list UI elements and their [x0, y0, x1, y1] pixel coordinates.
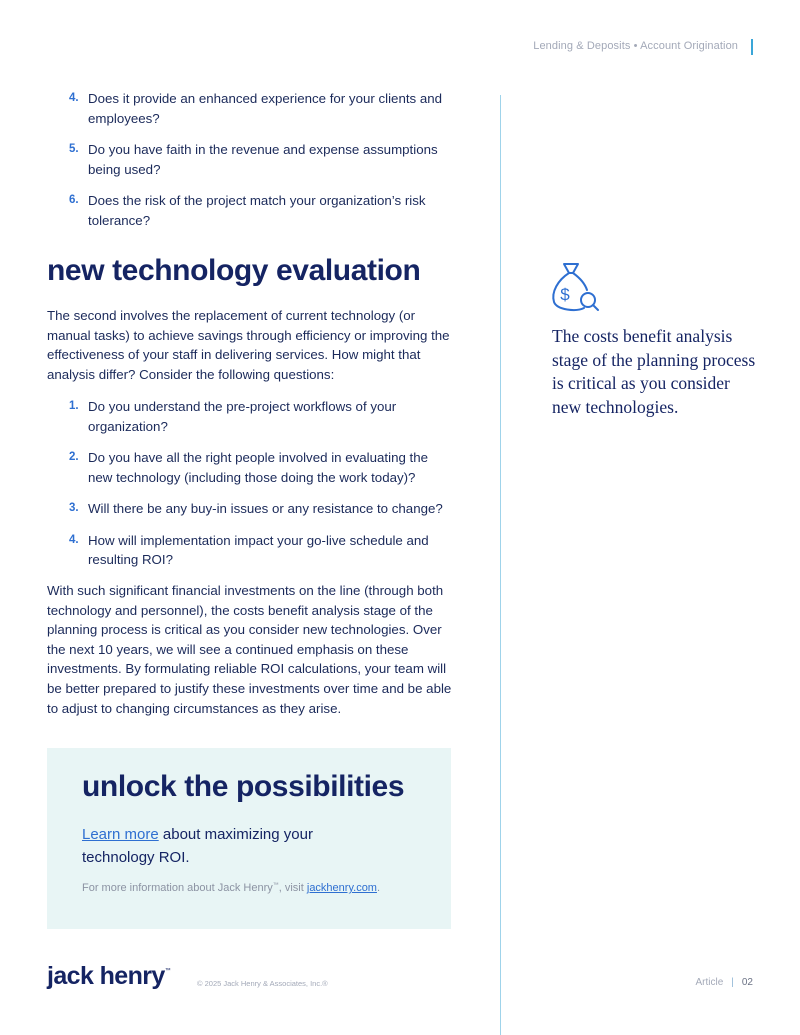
trademark-symbol: ™: [272, 882, 279, 889]
cta-text: [82, 824, 382, 869]
list-item-text: Do you have all the right people involved in evaluating the new technology (including those doing the work today)?: [88, 450, 429, 485]
cta-contact-suffix: .: [376, 882, 381, 894]
list-item: [47, 448, 447, 487]
cta-text-rest: about maximizing your technology ROI.: [82, 826, 313, 866]
list-item: [47, 499, 447, 519]
svg-text:$: $: [560, 285, 570, 304]
intro-paragraph: The second involves the replacement of current technology (or manual tasks) to achieve savings through efficiency or improving the effectiveness of your staff in delivering services. How might that analysis differ? Consider the following questions:: [47, 308, 450, 382]
column-divider: [500, 95, 501, 1035]
footer-separator: |: [731, 977, 734, 988]
list-item-number: 3.: [69, 502, 79, 514]
list-item-text: Does it provide an enhanced experience for your clients and employees?: [88, 91, 443, 126]
jack-henry-logo: [47, 962, 170, 991]
list-item-number: 4.: [69, 533, 79, 546]
list-item-number: 6.: [69, 194, 79, 206]
list-item: [47, 140, 447, 179]
list-item-text: Do you understand the pre-project workflows of your organization?: [88, 399, 397, 434]
list-item-text: Will there be any buy-in issues or any resistance to change?: [88, 501, 443, 516]
list-item-text: Does the risk of the project match your organization’s risk tolerance?: [88, 193, 426, 228]
footer-page-info: [695, 977, 753, 988]
list-item-text: How will implementation impact your go-live schedule and resulting ROI?: [88, 532, 429, 567]
page-number: 02: [741, 977, 753, 988]
header-section-label: Lending & Deposits • Account Origination: [533, 40, 738, 52]
closing-paragraph: With such significant financial investments on the line (through both technology and personnel), the costs benefit analysis stage of the planning process is critical as you consider new technologies. Over the next 10 years, we will see a continued emphasis on these investments. By formulating reliable ROI calculations, your team will be better prepared to justify these investments over time and be able to adjust to changing circumstances as they arise.: [47, 583, 452, 716]
logo-trademark: ™: [164, 968, 171, 974]
list-item-number: 2.: [69, 451, 79, 463]
header-accent-bar: [751, 39, 753, 55]
logo-text: jack henry: [47, 962, 165, 990]
list-item-text: Do you have faith in the revenue and expense assumptions being used?: [88, 142, 438, 177]
questions-list-one: [47, 89, 447, 242]
list-item-number: 4.: [69, 92, 79, 104]
section-title: new technology evaluation: [47, 254, 421, 287]
list-item: [47, 531, 447, 570]
money-bag-search-icon: [548, 260, 602, 314]
list-item-number: 5.: [69, 143, 79, 155]
pull-quote: The costs benefit analysis stage of the planning process is critical as you consider new technologies.: [552, 326, 756, 418]
list-item-number: 1.: [69, 400, 79, 412]
jackhenry-link[interactable]: jackhenry.com: [306, 882, 377, 894]
footer-label: Article: [695, 977, 724, 988]
learn-more-link[interactable]: Learn more: [82, 826, 159, 843]
copyright: © 2025 Jack Henry & Associates, Inc.®: [197, 979, 328, 988]
cta-contact-line: [82, 882, 380, 894]
cta-contact-mid: , visit: [278, 882, 307, 894]
list-item: [47, 397, 447, 436]
cta-box: [47, 748, 451, 929]
cta-contact-prefix: For more information about Jack Henry: [82, 882, 273, 894]
list-item: [47, 191, 447, 230]
questions-list-two: [47, 397, 447, 582]
cta-title: unlock the possibilities: [82, 770, 405, 803]
list-item: [47, 89, 447, 128]
